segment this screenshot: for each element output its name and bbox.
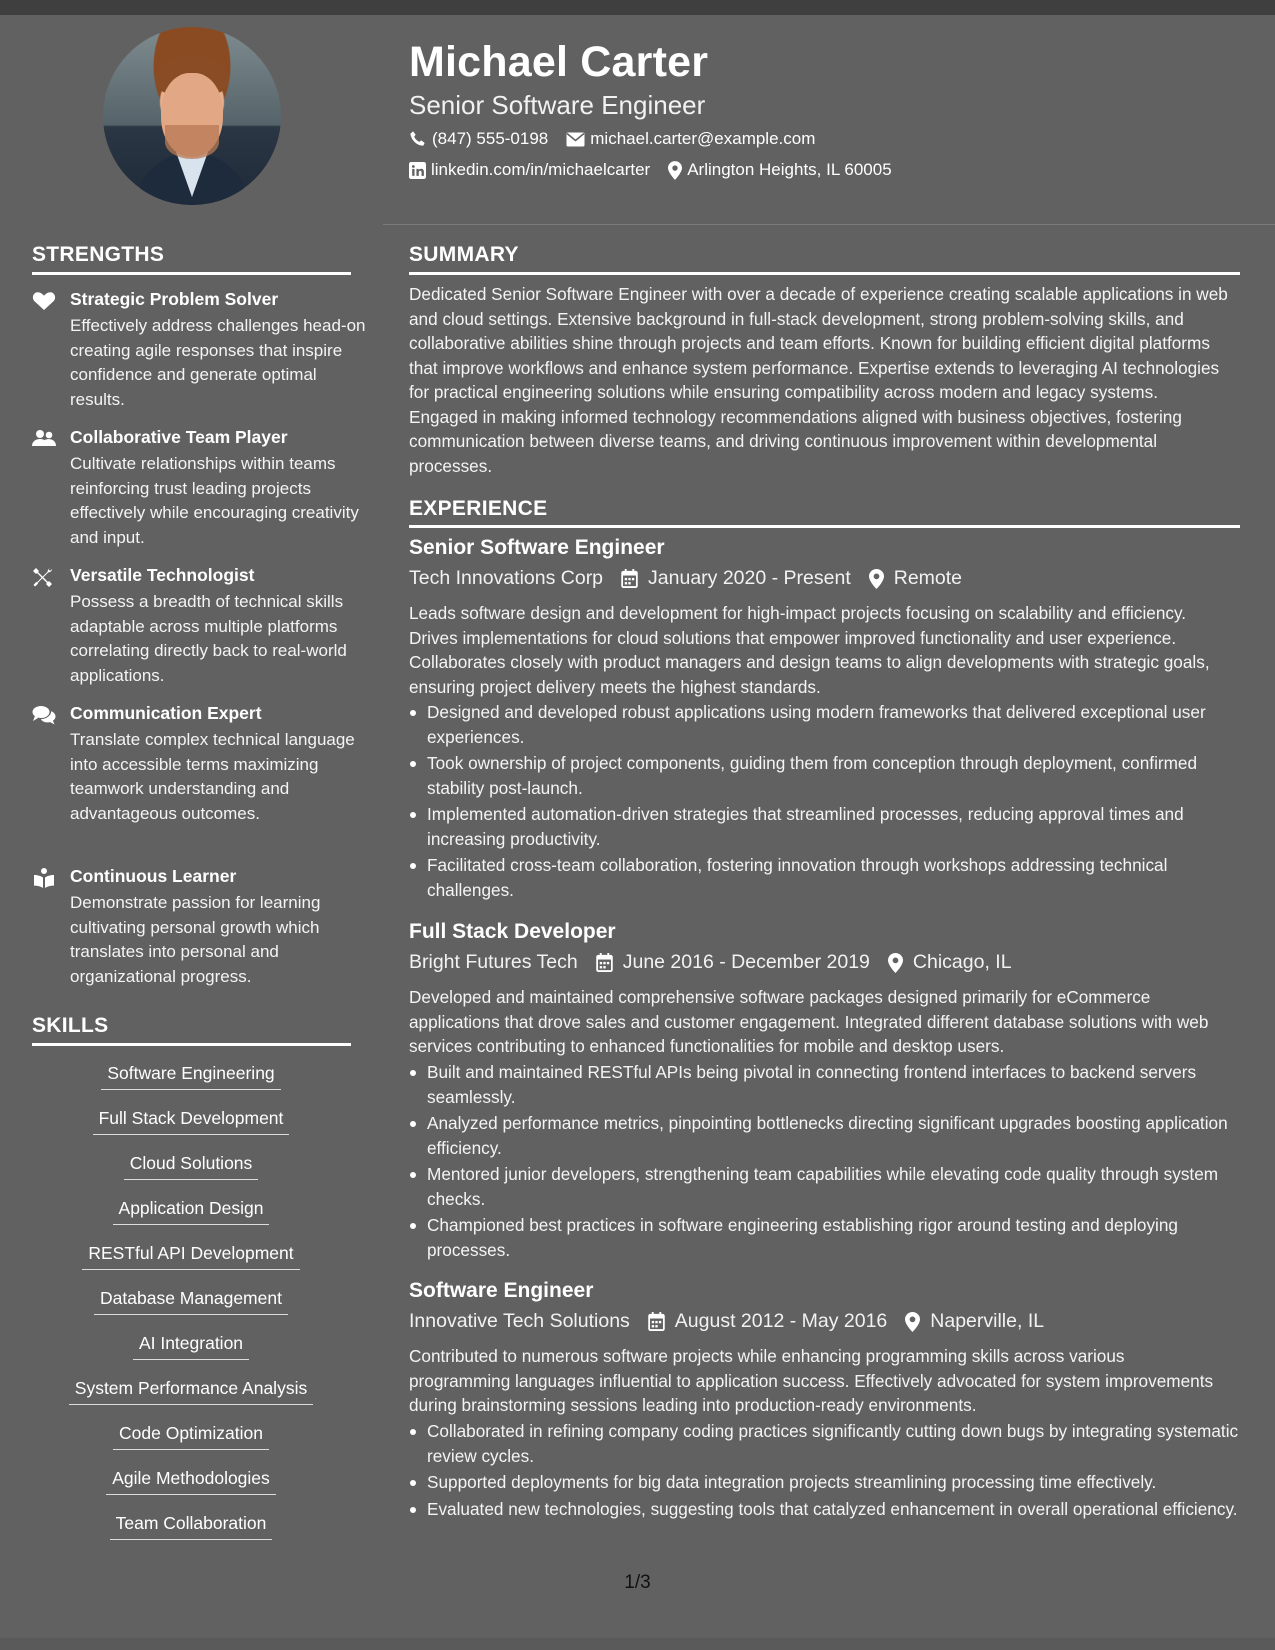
job-location-text: Chicago, IL: [912, 951, 1012, 973]
bullet-item: Supported deployments for big data integration projects streamlining processing time effectively.: [409, 1470, 1239, 1495]
bullet-item: Facilitated cross-team collaboration, fostering innovation through workshops addressing technical challenges.: [409, 853, 1239, 902]
skill-label: Full Stack Development: [93, 1108, 290, 1135]
strength-title: Strategic Problem Solver: [70, 289, 279, 309]
skill-label: Software Engineering: [101, 1063, 280, 1090]
strength-desc: Possess a breadth of technical skills adaptable across multiple platforms correlating directly back to real-world applications.: [70, 592, 347, 685]
skill-item: [32, 1378, 350, 1405]
skill-item: [32, 1153, 350, 1180]
header-divider: [383, 224, 1275, 225]
skill-label: Agile Methodologies: [106, 1468, 276, 1495]
job-title: Software Engineer: [409, 1279, 594, 1302]
skill-label: Application Design: [113, 1198, 270, 1225]
candidate-title: Senior Software Engineer: [409, 90, 706, 120]
skill-label: AI Integration: [133, 1333, 249, 1360]
strength-title: Versatile Technologist: [70, 565, 255, 585]
summary-text: Dedicated Senior Software Engineer with over a decade of experience creating scalable applications in web and cloud settings. Extensive background in full-stack development, strong problem-solving skills, and collaborative abilities shine through projects and team efforts. Known for building efficient digital platforms that improve workflows and enhance system performance. Expertise extends to leveraging AI technologies for practical engineering solutions while ensuring compatibility across modern and legacy systems. Engaged in making informed technology recommendations aligned with business objectives, fostering communication between diverse teams, and driving continuous improvement within developmental processes.: [409, 284, 1228, 476]
job-description: Leads software design and development for high-impact projects focusing on scalability and efficiency. Drives implementations for cloud solutions that empower improved functionality and user experience. Collaborates closely with product managers and design teams to align developments with strategic goals, ensuring project delivery meets the highest standards.: [409, 603, 1210, 697]
bullet-item: Designed and developed robust applications using modern frameworks that delivered exceptional user experiences.: [409, 700, 1239, 749]
skill-label: System Performance Analysis: [69, 1378, 313, 1405]
bullet-item: Built and maintained RESTful APIs being pivotal in connecting frontend interfaces to backend servers seamlessly.: [409, 1060, 1239, 1109]
profile-photo: [103, 27, 281, 205]
phone-text: (847) 555-0198: [432, 129, 549, 148]
skill-label: Cloud Solutions: [124, 1153, 259, 1180]
strength-title: Collaborative Team Player: [70, 427, 288, 447]
job-location-text: Naperville, IL: [930, 1310, 1045, 1332]
job-dates-text: August 2012 - May 2016: [674, 1310, 888, 1332]
linkedin-icon: [409, 162, 426, 179]
strength-desc: Effectively address challenges head-on creating agile responses that inspire confidence and generate optimal results.: [70, 316, 366, 409]
strength-desc: Cultivate relationships within teams reinforcing trust leading projects effectively while encouraging creativity and input.: [70, 454, 359, 547]
candidate-name: Michael Carter: [409, 38, 709, 86]
job-location-text: Remote: [893, 567, 963, 589]
contact-email[interactable]: [566, 129, 815, 149]
job-dates: [621, 567, 851, 590]
job-company: Innovative Tech Solutions: [409, 1310, 630, 1332]
job-meta: [409, 1310, 1062, 1333]
skill-item: [32, 1198, 350, 1225]
skill-item: [32, 1063, 350, 1090]
strength-title: Continuous Learner: [70, 866, 237, 886]
skill-item: [32, 1108, 350, 1135]
skill-item: [32, 1423, 350, 1450]
strength-item: [32, 565, 362, 685]
skill-item: [32, 1468, 350, 1495]
job-dates: [596, 951, 870, 974]
summary-heading: SUMMARY: [409, 243, 519, 266]
page-number: 1/3: [624, 1572, 651, 1593]
map-marker-icon: [888, 953, 903, 973]
strength-title: Communication Expert: [70, 703, 262, 723]
job-description: Contributed to numerous software projects while enhancing programming skills across various programming languages influential to application success. Effectively advocated for system improvements during brainstorming sessions leading into production-ready environments.: [409, 1346, 1214, 1415]
calendar-icon: [648, 1312, 665, 1331]
contact-row-2: [409, 160, 904, 180]
skill-item: [32, 1288, 350, 1315]
bullet-item: Evaluated new technologies, suggesting tools that catalyzed enhancement in overall operational efficiency.: [409, 1497, 1239, 1522]
job-description: Developed and maintained comprehensive software packages designed primarily for eCommerce applications that drove sales and customer engagement. Integrated different database solutions with web services contributing to enhanced functionalities for mobile and desktop users.: [409, 987, 1209, 1056]
job-dates-text: June 2016 - December 2019: [622, 951, 870, 973]
skill-label: RESTful API Development: [82, 1243, 299, 1270]
job-dates-text: January 2020 - Present: [648, 567, 851, 589]
bullet-item: Implemented automation-driven strategies that streamlined processes, reducing approval times and increasing productivity.: [409, 802, 1239, 851]
job-bullets: [409, 1060, 1239, 1264]
bullet-item: Mentored junior developers, strengthening team capabilities while elevating code quality through system checks.: [409, 1162, 1239, 1211]
linkedin-text: linkedin.com/in/michaelcarter: [431, 160, 651, 179]
tools-icon: [32, 567, 56, 587]
envelope-icon: [566, 132, 585, 147]
contact-phone: [409, 129, 548, 149]
strength-item: [32, 427, 362, 547]
job-bullets: [409, 700, 1239, 904]
skills-rule: [32, 1043, 351, 1046]
heart-icon: [32, 291, 56, 311]
book-reader-icon: [32, 868, 56, 888]
contact-location: [668, 160, 891, 180]
map-marker-icon: [668, 161, 682, 180]
strengths-heading: STRENGTHS: [32, 243, 165, 266]
bullet-item: Analyzed performance metrics, pinpointing bottlenecks directing significant upgrades boosting application efficiency.: [409, 1111, 1239, 1160]
skill-label: Team Collaboration: [110, 1513, 273, 1540]
strength-item: [32, 289, 366, 409]
skill-item: [32, 1243, 350, 1270]
job-title: Senior Software Engineer: [409, 536, 665, 559]
skill-label: Database Management: [94, 1288, 288, 1315]
job-dates: [648, 1310, 887, 1333]
strength-desc: Translate complex technical language into accessible terms maximizing teamwork understanding and advantageous outcomes.: [70, 730, 355, 823]
strength-desc: Demonstrate passion for learning cultivating personal growth which translates into personal and organizational progress.: [70, 893, 321, 986]
top-bar: [0, 0, 1275, 15]
job-meta: [409, 567, 980, 590]
bullet-item: Took ownership of project components, guiding them from conception through deployment, confirmed stability post-launch.: [409, 751, 1239, 800]
job-location: [869, 567, 962, 590]
map-marker-icon: [869, 569, 884, 589]
contact-linkedin[interactable]: [409, 160, 650, 180]
map-marker-icon: [905, 1312, 920, 1332]
calendar-icon: [621, 569, 638, 588]
bullet-item: Collaborated in refining company coding practices significantly cutting down bugs by integrating systematic review cycles.: [409, 1419, 1239, 1468]
phone-icon: [409, 130, 427, 148]
skill-item: [32, 1513, 350, 1540]
comments-icon: [32, 705, 56, 725]
job-bullets: [409, 1419, 1239, 1523]
contact-row-1: [409, 129, 827, 149]
email-text: michael.carter@example.com: [590, 129, 816, 148]
strengths-rule: [32, 272, 351, 275]
bottom-bar: [0, 1638, 1275, 1650]
bullet-item: Championed best practices in software engineering establishing rigor around testing and deploying processes.: [409, 1213, 1239, 1262]
calendar-icon: [596, 953, 613, 972]
summary-rule: [409, 272, 1240, 275]
job-company: Tech Innovations Corp: [409, 567, 604, 589]
job-company: Bright Futures Tech: [409, 951, 578, 973]
job-title: Full Stack Developer: [409, 920, 616, 943]
strength-item: [32, 703, 362, 848]
skill-label: Code Optimization: [113, 1423, 269, 1450]
strength-item: [32, 866, 362, 986]
users-icon: [32, 429, 56, 449]
job-location: [905, 1310, 1044, 1333]
job-location: [888, 951, 1012, 974]
location-text: Arlington Heights, IL 60005: [687, 160, 892, 179]
experience-heading: EXPERIENCE: [409, 497, 548, 520]
experience-rule: [409, 525, 1240, 528]
job-meta: [409, 951, 1030, 974]
skills-heading: SKILLS: [32, 1014, 109, 1037]
skill-item: [32, 1333, 350, 1360]
